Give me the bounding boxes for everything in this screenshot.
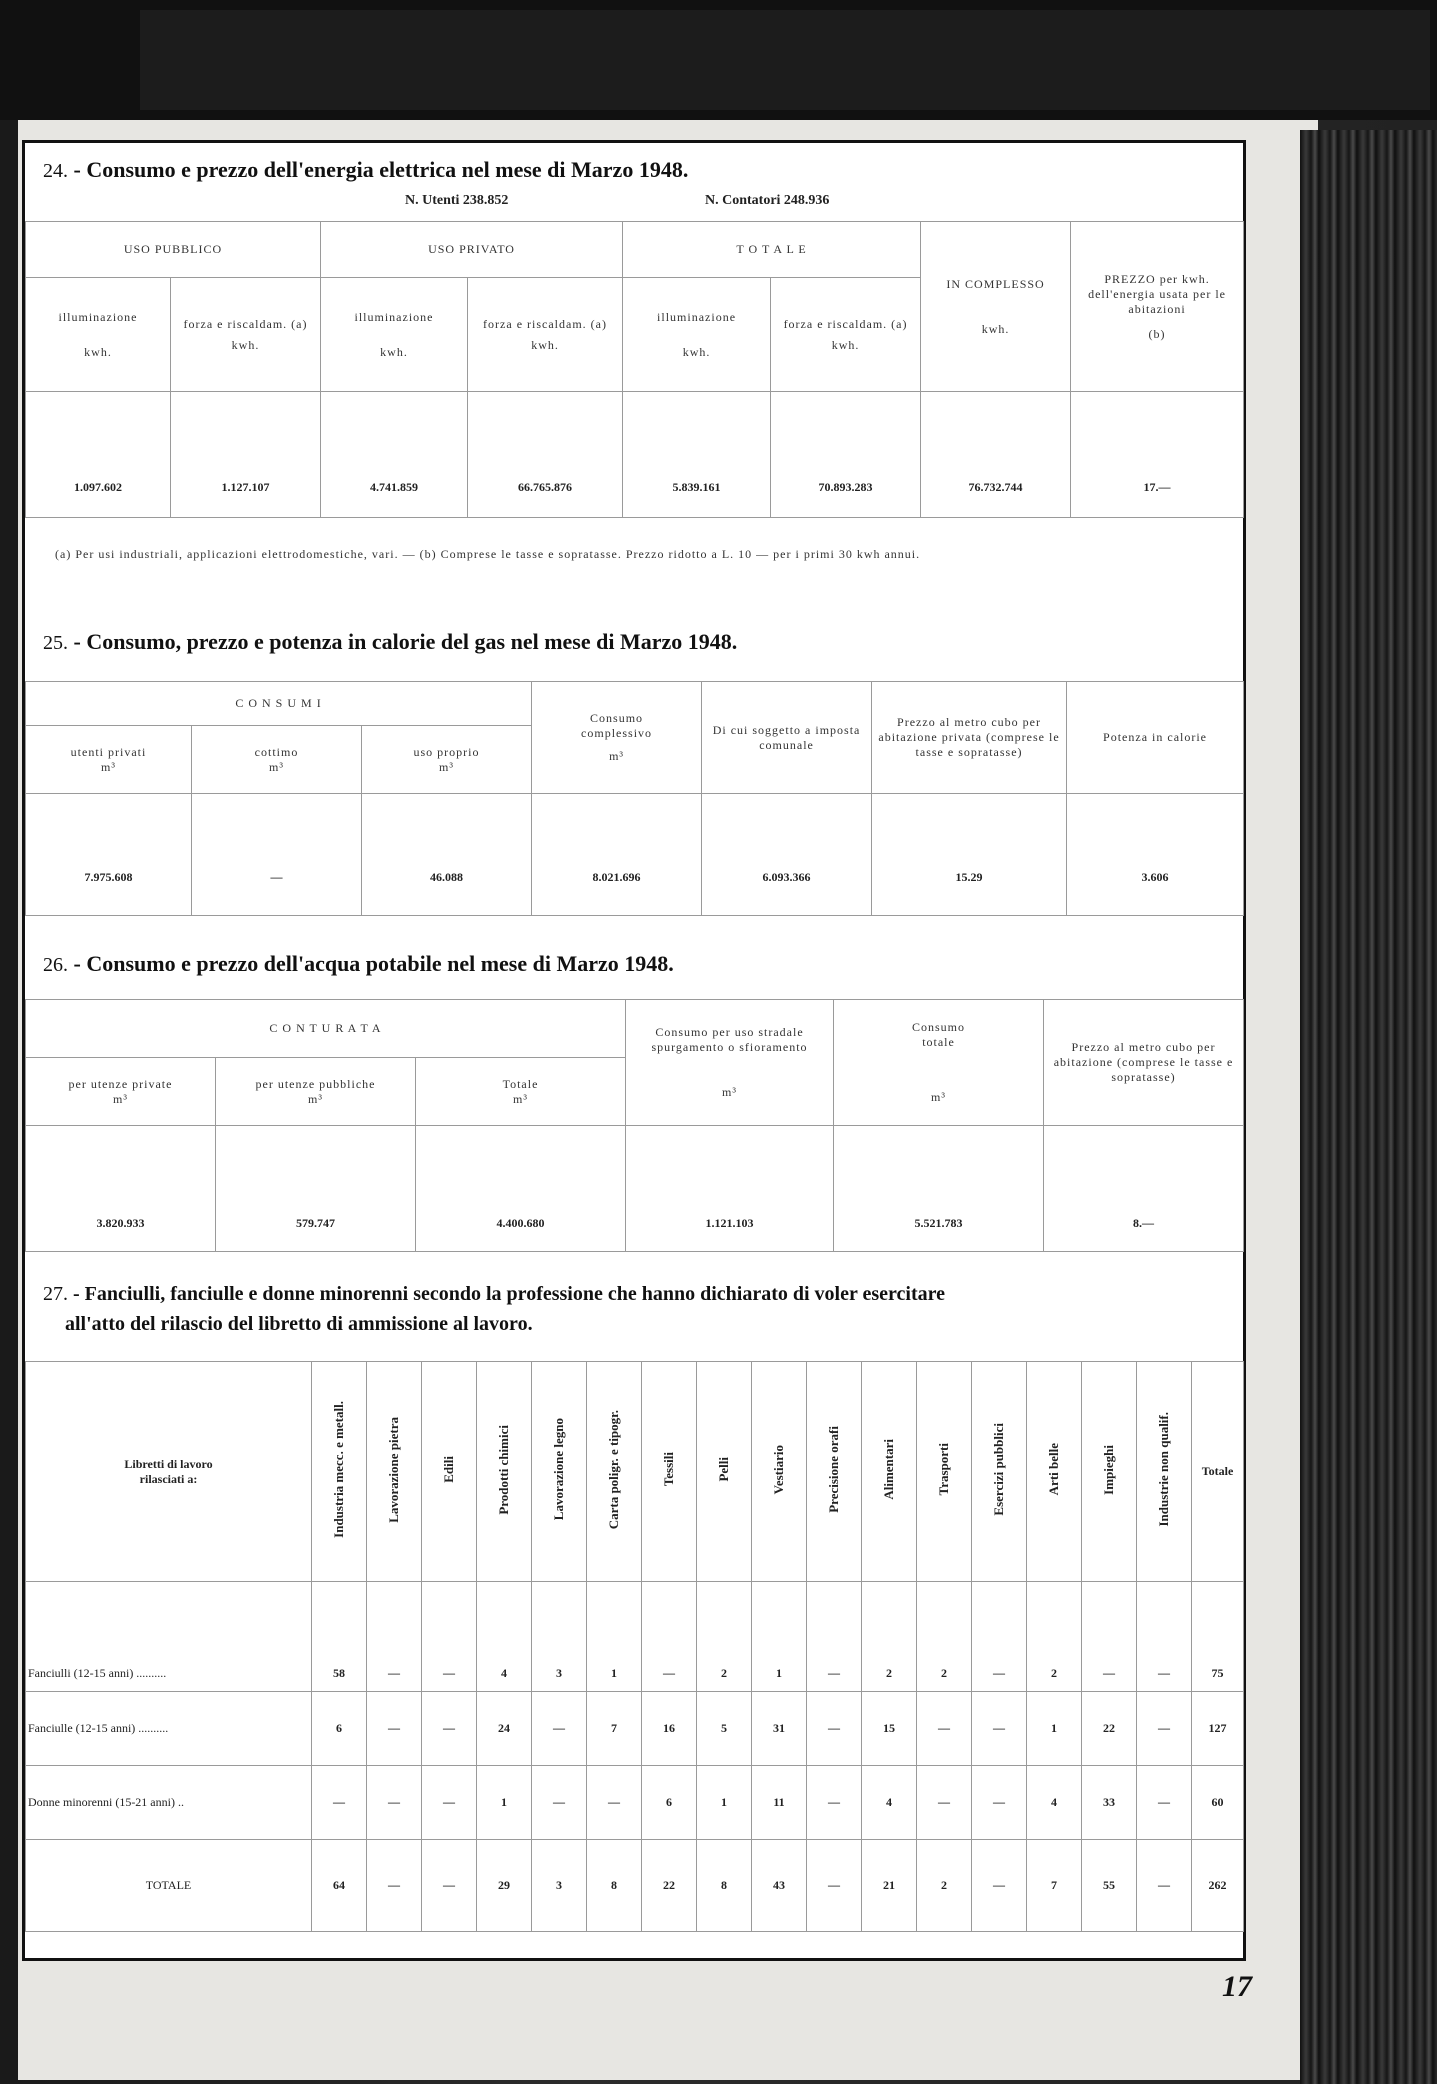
col-cottimo: [192, 726, 362, 794]
data-cell: —: [917, 1692, 972, 1766]
col-lavorazione-legno: [532, 1362, 587, 1582]
col-arti-belle: [1027, 1362, 1082, 1582]
value-cell: 15.29: [872, 794, 1067, 916]
data-cell: —: [367, 1582, 422, 1692]
col-label: Pelli: [716, 1457, 731, 1482]
data-cell: 43: [752, 1840, 807, 1932]
data-cell: —: [532, 1766, 587, 1840]
col-label: Lavorazione legno: [551, 1418, 566, 1521]
value-cell: 5.521.783: [834, 1126, 1044, 1252]
col-label: forza e riscaldam. (a): [483, 316, 607, 331]
col-utenti-privati: [26, 726, 192, 794]
data-cell: 1: [587, 1582, 642, 1692]
data-cell: —: [807, 1840, 862, 1932]
col-unit: kwh.: [84, 344, 112, 359]
col-unit: kwh.: [531, 337, 559, 352]
value-cell: 1.121.103: [626, 1126, 834, 1252]
value-cell: —: [192, 794, 362, 916]
utenti-count: N. Utenti 238.852: [405, 193, 509, 208]
value-cell: 76.732.744: [921, 392, 1071, 518]
table-26-title-text: - Consumo e prezzo dell'acqua potabile nel mese di Marzo 1948.: [73, 951, 674, 976]
data-cell: 3: [532, 1840, 587, 1932]
table-27-title-line2: all'atto del rilascio del libretto di ammissione al lavoro.: [65, 1313, 533, 1335]
col-label: Lavorazione pietra: [386, 1416, 401, 1523]
col-label: forza e riscaldam. (a): [783, 316, 908, 331]
data-cell: —: [1137, 1766, 1192, 1840]
table-25-title-text: - Consumo, prezzo e potenza in calorie del gas nel mese di Marzo 1948.: [73, 629, 738, 654]
data-cell: —: [807, 1692, 862, 1766]
data-cell: 22: [1082, 1692, 1137, 1766]
data-cell: —: [642, 1582, 697, 1692]
table-25-number: 25.: [43, 632, 68, 654]
data-cell: —: [422, 1692, 477, 1766]
col-edili: [422, 1362, 477, 1582]
col-label: Consumo per uso stradale spurgamento o sfioramento: [651, 1025, 808, 1054]
contatori-count: N. Contatori 248.936: [705, 193, 830, 208]
book-edge: [1300, 130, 1437, 2084]
row-total: 127: [1192, 1692, 1244, 1766]
totals-row: [26, 1840, 1244, 1932]
group-in-complesso: [921, 222, 1071, 392]
data-cell: —: [917, 1766, 972, 1840]
data-cell: —: [422, 1582, 477, 1692]
col-consumo-totale: [834, 1000, 1044, 1126]
data-cell: 4: [862, 1766, 917, 1840]
data-cell: —: [532, 1692, 587, 1766]
col-consumo-complessivo: [532, 682, 702, 794]
col-totale-forza: [771, 278, 921, 392]
group-consumi: C O N S U M I: [26, 682, 532, 726]
top-dark-strip: [0, 0, 1437, 120]
table-24-title-text: - Consumo e prezzo dell'energia elettrica nel mese di Marzo 1948.: [73, 157, 689, 182]
group-prezzo: [1071, 222, 1244, 392]
data-cell: 55: [1082, 1840, 1137, 1932]
value-cell: 7.975.608: [26, 794, 192, 916]
col-label: utenti privati: [70, 744, 147, 759]
data-cell: 8: [697, 1840, 752, 1932]
table-26-number: 26.: [43, 954, 68, 976]
data-cell: 2: [917, 1582, 972, 1692]
table-26: [25, 999, 1244, 1252]
data-cell: —: [422, 1840, 477, 1932]
value-cell: 3.606: [1067, 794, 1244, 916]
col-label: uso proprio: [413, 744, 480, 759]
col-label: Esercizi pubblici: [991, 1423, 1006, 1516]
data-cell: —: [367, 1692, 422, 1766]
data-cell: —: [807, 1766, 862, 1840]
table-row: [26, 1766, 1244, 1840]
data-cell: 2: [862, 1582, 917, 1692]
col-utenze-private: [26, 1058, 216, 1126]
data-cell: 21: [862, 1840, 917, 1932]
col-prodotti-chimici: [477, 1362, 532, 1582]
data-cell: 3: [532, 1582, 587, 1692]
col-privato-illuminazione: [321, 278, 468, 392]
data-cell: 4: [1027, 1766, 1082, 1840]
value-cell: 4.400.680: [416, 1126, 626, 1252]
data-cell: —: [1137, 1692, 1192, 1766]
table-27-title: [43, 1283, 945, 1306]
col-privato-forza: [468, 278, 623, 392]
col-trasporti: [917, 1362, 972, 1582]
page-number: 17: [1222, 1970, 1252, 2003]
data-cell: 4: [477, 1582, 532, 1692]
col-impieghi: [1082, 1362, 1137, 1582]
data-cell: 2: [697, 1582, 752, 1692]
col-precisione-orafi: [807, 1362, 862, 1582]
value-cell: 46.088: [362, 794, 532, 916]
table-row: [26, 1692, 1244, 1766]
data-cell: —: [367, 1766, 422, 1840]
data-cell: 31: [752, 1692, 807, 1766]
data-cell: 6: [642, 1766, 697, 1840]
col-label: illuminazione: [354, 309, 434, 324]
table-24-number: 24.: [43, 160, 68, 182]
value-cell: 579.747: [216, 1126, 416, 1252]
col-pubblico-forza: [171, 278, 321, 392]
document-sheet: [22, 140, 1246, 1961]
table-27-title-line1: - Fanciulli, fanciulle e donne minorenni secondo la professione che hanno dichiarato di voler esercitare: [73, 1283, 946, 1305]
table-25-title: [43, 629, 737, 655]
data-cell: 7: [1027, 1840, 1082, 1932]
table-25: [25, 681, 1244, 916]
col-vestiario: [752, 1362, 807, 1582]
data-cell: 7: [587, 1692, 642, 1766]
data-cell: 58: [312, 1582, 367, 1692]
col-label: Arti belle: [1046, 1443, 1061, 1496]
value-cell: 1.127.107: [171, 392, 321, 518]
col-label: Industria mecc. e metall.: [331, 1401, 346, 1538]
data-cell: 29: [477, 1840, 532, 1932]
col-unit: m³: [513, 1091, 528, 1106]
row-total: 75: [1192, 1582, 1244, 1692]
col-label: per utenze private: [68, 1076, 173, 1091]
col-prezzo-acqua: Prezzo al metro cubo per abitazione (comprese le tasse e sopratasse): [1044, 1000, 1244, 1126]
col-label: forza e riscaldam. (a): [183, 316, 308, 331]
data-cell: —: [312, 1766, 367, 1840]
data-cell: —: [972, 1582, 1027, 1692]
data-cell: 8: [587, 1840, 642, 1932]
data-cell: 11: [752, 1766, 807, 1840]
data-cell: 1: [477, 1766, 532, 1840]
table-27-number: 27.: [43, 1283, 68, 1305]
col-label: Totale: [502, 1076, 539, 1091]
data-cell: —: [807, 1582, 862, 1692]
table-24-title: [43, 157, 688, 183]
col-unit: kwh.: [682, 344, 711, 359]
table-27: [25, 1361, 1244, 1932]
value-cell: 70.893.283: [771, 392, 921, 518]
group-conturata: C O N T U R A T A: [26, 1000, 626, 1058]
col-label: Prodotti chimici: [496, 1424, 511, 1515]
col-label: Precisione orafi: [826, 1426, 841, 1513]
data-cell: 16: [642, 1692, 697, 1766]
data-cell: —: [422, 1766, 477, 1840]
value-cell: 66.765.876: [468, 392, 623, 518]
col-unit: m³: [931, 1090, 946, 1104]
col-label: Tessili: [661, 1452, 676, 1487]
value-cell: 5.839.161: [623, 392, 771, 518]
col-unit: m³: [439, 759, 454, 774]
col-totale-acqua: [416, 1058, 626, 1126]
col-alimentari: [862, 1362, 917, 1582]
col-label: Vestiario: [771, 1444, 786, 1495]
data-cell: 64: [312, 1840, 367, 1932]
row-label: Fanciulle (12-15 anni) ..........: [26, 1692, 312, 1766]
prezzo-unit: (b): [1148, 326, 1166, 341]
data-cell: —: [1137, 1840, 1192, 1932]
col-label: Consumo totale: [912, 1020, 966, 1049]
col-unit: kwh.: [380, 344, 408, 359]
data-cell: —: [972, 1692, 1027, 1766]
col-tessili: [642, 1362, 697, 1582]
col-utenze-pubbliche: [216, 1058, 416, 1126]
col-unit: m³: [113, 1091, 128, 1106]
col-prezzo-gas: Prezzo al metro cubo per abitazione privata (comprese le tasse e sopratasse): [872, 682, 1067, 794]
value-cell: 6.093.366: [702, 794, 872, 916]
col-totale-illuminazione: [623, 278, 771, 392]
data-cell: 15: [862, 1692, 917, 1766]
data-cell: 1: [1027, 1692, 1082, 1766]
col-unit: m³: [269, 759, 284, 774]
grand-total: 262: [1192, 1840, 1244, 1932]
col-unit: m³: [609, 749, 624, 763]
col-potenza-calorie: Potenza in calorie: [1067, 682, 1244, 794]
col-carta-poligr: [587, 1362, 642, 1582]
col-label: Carta poligr. e tipogr.: [606, 1409, 621, 1530]
row-total: 60: [1192, 1766, 1244, 1840]
col-imposta-comunale: Di cui soggetto a imposta comunale: [702, 682, 872, 794]
value-cell: 4.741.859: [321, 392, 468, 518]
totals-label: TOTALE: [26, 1840, 312, 1932]
col-pelli: [697, 1362, 752, 1582]
data-cell: 24: [477, 1692, 532, 1766]
col-unit: m³: [101, 759, 116, 774]
prezzo-label: PREZZO per kwh. dell'energia usata per le abitazioni: [1088, 271, 1226, 316]
col-industria-mecc: [312, 1362, 367, 1582]
col-label: Consumo complessivo: [581, 711, 653, 740]
data-cell: —: [972, 1840, 1027, 1932]
group-uso-privato: USO PRIVATO: [321, 222, 623, 278]
data-cell: —: [1082, 1582, 1137, 1692]
in-complesso-label: IN COMPLESSO: [946, 276, 1045, 291]
data-cell: 1: [752, 1582, 807, 1692]
col-label: Edili: [441, 1456, 456, 1483]
table-row: [26, 1582, 1244, 1692]
col-label: illuminazione: [657, 309, 737, 324]
table-24-footnote: (a) Per usi industriali, applicazioni elettrodomestiche, vari. — (b) Comprese le tasse e sopratasse. Prezzo ridotto a L. 10 — per i primi 30 kwh annui.: [55, 547, 921, 561]
value-cell: 17.—: [1071, 392, 1244, 518]
col-consumo-stradale: [626, 1000, 834, 1126]
value-cell: 8.021.696: [532, 794, 702, 916]
data-cell: —: [1137, 1582, 1192, 1692]
col-lavorazione-pietra: [367, 1362, 422, 1582]
col-industrie-non-qualif: [1137, 1362, 1192, 1582]
group-totale: T O T A L E: [623, 222, 921, 278]
col-label: per utenze pubbliche: [255, 1076, 376, 1091]
table-24: [25, 221, 1244, 518]
col-label: illuminazione: [58, 309, 138, 324]
top-strip-light: [140, 10, 1430, 110]
col-esercizi-pubblici: [972, 1362, 1027, 1582]
col-totale: Totale: [1192, 1362, 1244, 1582]
data-cell: 33: [1082, 1766, 1137, 1840]
col-pubblico-illuminazione: [26, 278, 171, 392]
col-label: Impieghi: [1101, 1444, 1116, 1495]
col-unit: m³: [308, 1091, 323, 1106]
data-cell: 5: [697, 1692, 752, 1766]
col-unit: kwh.: [831, 337, 860, 352]
row-label: Donne minorenni (15-21 anni) ..: [26, 1766, 312, 1840]
data-cell: 22: [642, 1840, 697, 1932]
value-cell: 8.—: [1044, 1126, 1244, 1252]
group-uso-pubblico: USO PUBBLICO: [26, 222, 321, 278]
col-unit: m³: [722, 1085, 737, 1099]
value-cell: 1.097.602: [26, 392, 171, 518]
table-26-title: [43, 951, 674, 977]
data-cell: 2: [1027, 1582, 1082, 1692]
data-cell: —: [367, 1840, 422, 1932]
data-cell: 6: [312, 1692, 367, 1766]
col-uso-proprio: [362, 726, 532, 794]
data-cell: —: [587, 1766, 642, 1840]
col-label: Industrie non qualif.: [1156, 1412, 1171, 1527]
data-cell: 2: [917, 1840, 972, 1932]
col-label: Alimentari: [881, 1439, 896, 1500]
col-label: cottimo: [254, 744, 299, 759]
data-cell: 1: [697, 1766, 752, 1840]
in-complesso-unit: kwh.: [981, 321, 1010, 336]
row-header: Libretti di lavoro rilasciati a:: [26, 1362, 312, 1582]
col-unit: kwh.: [231, 337, 260, 352]
row-label: Fanciulli (12-15 anni) ..........: [26, 1582, 312, 1692]
value-cell: 3.820.933: [26, 1126, 216, 1252]
data-cell: —: [972, 1766, 1027, 1840]
col-label: Trasporti: [936, 1443, 951, 1496]
